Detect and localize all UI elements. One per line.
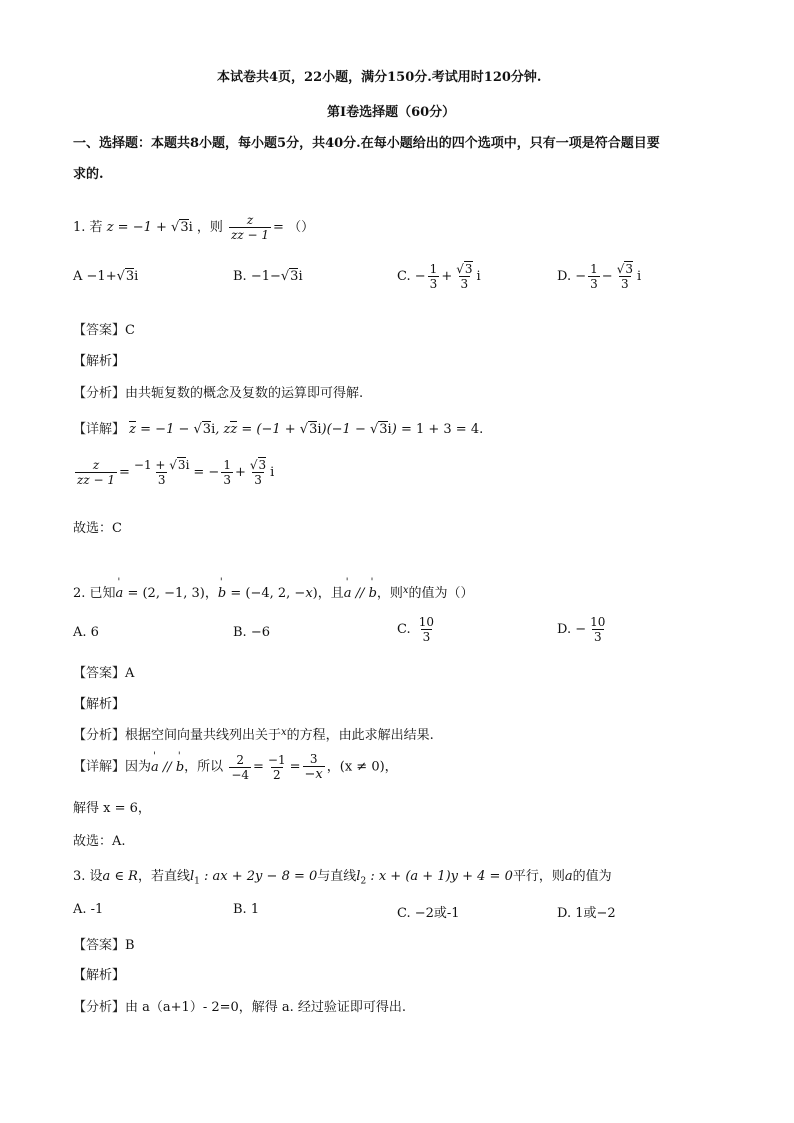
q3-answer: 【答案】B (73, 938, 135, 953)
q1-prefix: 1. 若 (73, 220, 103, 235)
q2-option-c: C. $\frac{10}{3}$ (397, 615, 435, 644)
section-heading-line2: 求的. (73, 167, 104, 182)
q3-analysis-label: 【解析】 (73, 968, 126, 983)
q1-option-b: B. −1−√3i (233, 269, 303, 284)
q2-answer: 【答案】A (73, 666, 135, 681)
q1-detail-equation: $\frac{z}{zz - 1}$ = $\frac{-1 + √3i}{3}$ = − $\frac{1}{3}$ + $\frac{√3}{3}$ i (77, 458, 275, 487)
section-heading-line1: 一、选择题：本题共8小题，每小题5分，共40分.在每小题给出的四个选项中，只有一项是符合题目要 (73, 136, 660, 151)
q1-detail: 【详解】 z = −1 − √3i, zz = (−1 + √3i)(−1 − √3i) = 1 + 3 = 4. (73, 422, 484, 437)
q2-detail: 【详解】因为' a // ' b，所以 $\frac{2}{-4}$ = $\frac{-1}{2}$ = $\frac{3}{-x}$ ，(x ≠ 0)， (73, 752, 398, 782)
q3-option-d: D. 1或−2 (557, 906, 616, 921)
q1-answer: 【答案】C (73, 323, 135, 338)
q2-option-b: B. −6 (233, 625, 270, 640)
q1-condition-formula: z = −1 + √3i (106, 220, 193, 235)
q2-option-d: D. − $\frac{10}{3}$ (557, 615, 606, 644)
q2-analysis-label: 【解析】 (73, 697, 126, 712)
question-3-stem: 3. 设a ∈ R，若直线$l_1$ : ax + 2y − 8 = 0与直线$l_2$ : x + (a + 1)y + 4 = 0平行，则a的值为 (73, 869, 612, 887)
q2-option-a: A. 6 (73, 625, 99, 640)
q1-option-a: A −1+√3i (73, 269, 139, 284)
question-1-stem: 1. 若 z = −1 + √3i ，则 $\frac{z}{zz - 1}$ = （） (73, 213, 315, 242)
q1-option-c: C. − $\frac{1}{3}$ + $\frac{√3}{3}$ i (397, 262, 481, 291)
q1-target-fraction: $\frac{z}{zz - 1}$ (231, 213, 270, 242)
q3-option-a: A. -1 (73, 902, 104, 917)
part-title: 第I卷选择题（60分） (327, 105, 456, 120)
q1-fenxi: 【分析】由共轭复数的概念及复数的运算即可得解. (73, 386, 364, 401)
q2-fenxi: 【分析】根据空间向量共线列出关于$^x$的方程，由此求解出结果. (73, 727, 434, 743)
q1-analysis-label: 【解析】 (73, 354, 126, 369)
q2-choose: 故选：A. (73, 834, 126, 849)
q2-solve: 解得 x = 6， (73, 801, 151, 816)
q1-option-d: D. − $\frac{1}{3}$ − $\frac{√3}{3}$ i (557, 262, 642, 291)
question-2-stem: 2. 已知' a = (2, −1, 3)，' b = (−4, 2, −x)，且' a // ' b，则$^x$的值为（） (73, 582, 474, 601)
q3-option-c: C. −2或-1 (397, 906, 460, 921)
q1-paren: （） (288, 220, 315, 235)
exam-intro: 本试卷共4页，22小题，满分150分.考试用时120分钟. (217, 70, 542, 85)
q3-fenxi: 【分析】由 a（a+1）- 2=0，解得 a. 经过验证即可得出. (73, 1000, 407, 1015)
q3-option-b: B. 1 (233, 902, 260, 917)
q1-mid: ，则 (196, 220, 223, 235)
q1-choose: 故选：C (73, 521, 122, 536)
